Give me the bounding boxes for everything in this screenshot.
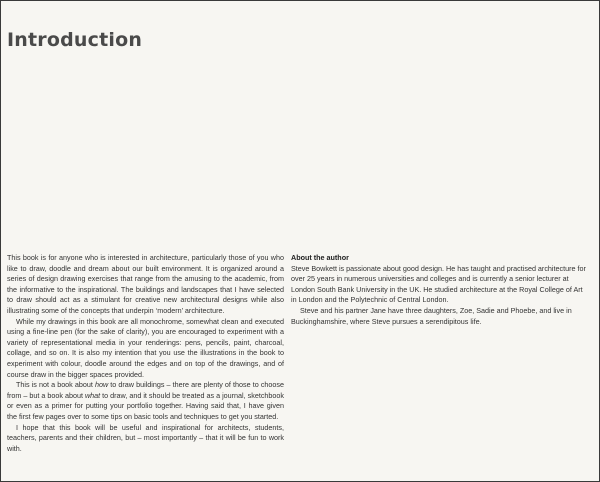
about-author-column (291, 253, 587, 327)
page-title: Introduction (7, 29, 143, 51)
intro-paragraph-3-part-b: to draw buildings – there are plenty of those to choose from – but a book about (7, 380, 285, 400)
introduction-column (7, 253, 284, 454)
about-author-paragraph-2: Steve and his partner Jane have three daughters, Zoe, Sadie and Phoebe, and live in Buckinghamshire, where Steve pursues a serendipitous life. (291, 305, 572, 326)
intro-paragraph-4: I hope that this book will be useful and inspirational for architects, students, teachers, parents and their children, but – most importantly – that it will be fun to work with. (7, 422, 284, 453)
about-author-paragraph-1: Steve Bowkett is passionate about good design. He has taught and practised architecture for over 25 years in numerous universities and colleges and is currently a senior lecturer at London South Bank University in the UK. He studied architecture at the Royal College of Art in London and the Polytechnic of Central London. (291, 263, 586, 305)
intro-emphasis-what: what (84, 390, 101, 400)
intro-paragraph-2: While my drawings in this book are all monochrome, somewhat clean and executed using a fine-line pen (for the sake of clarity), you are encouraged to experiment with a variety of representational media in your renderings: pens, pencils, paint, charcoal, collage, and so on. It is also my intention that you use the illustrations in the book to experiment with colour, doodle around the edges and on top of the drawings, and of course draw in the bigger spaces provided. (7, 316, 284, 379)
intro-paragraph-3-part-c: to draw, and it should be treated as a journal, sketchbook or even as a primer for putting your portfolio together. Having said that, I have given the first few pages over to some tips on basic tools and techniques to get you started. (7, 390, 284, 421)
intro-paragraph-3 (7, 380, 284, 422)
intro-emphasis-how: how (94, 380, 109, 390)
intro-paragraph-1: This book is for anyone who is interested in architecture, particularly those of you who like to draw, doodle and dream about our built environment. It is organized around a series of design drawing exercises that range from the amusing to the academic, from the informative to the inspirational. The buildings and landscapes that I have selected to draw should act as a stimulant for creative new architectural designs while also illustrating some of the concepts that underpin ‘modern’ architecture. (7, 253, 284, 315)
intro-paragraph-3-part-a: This is not a book about (16, 380, 95, 390)
about-author-heading: About the author (291, 253, 349, 262)
